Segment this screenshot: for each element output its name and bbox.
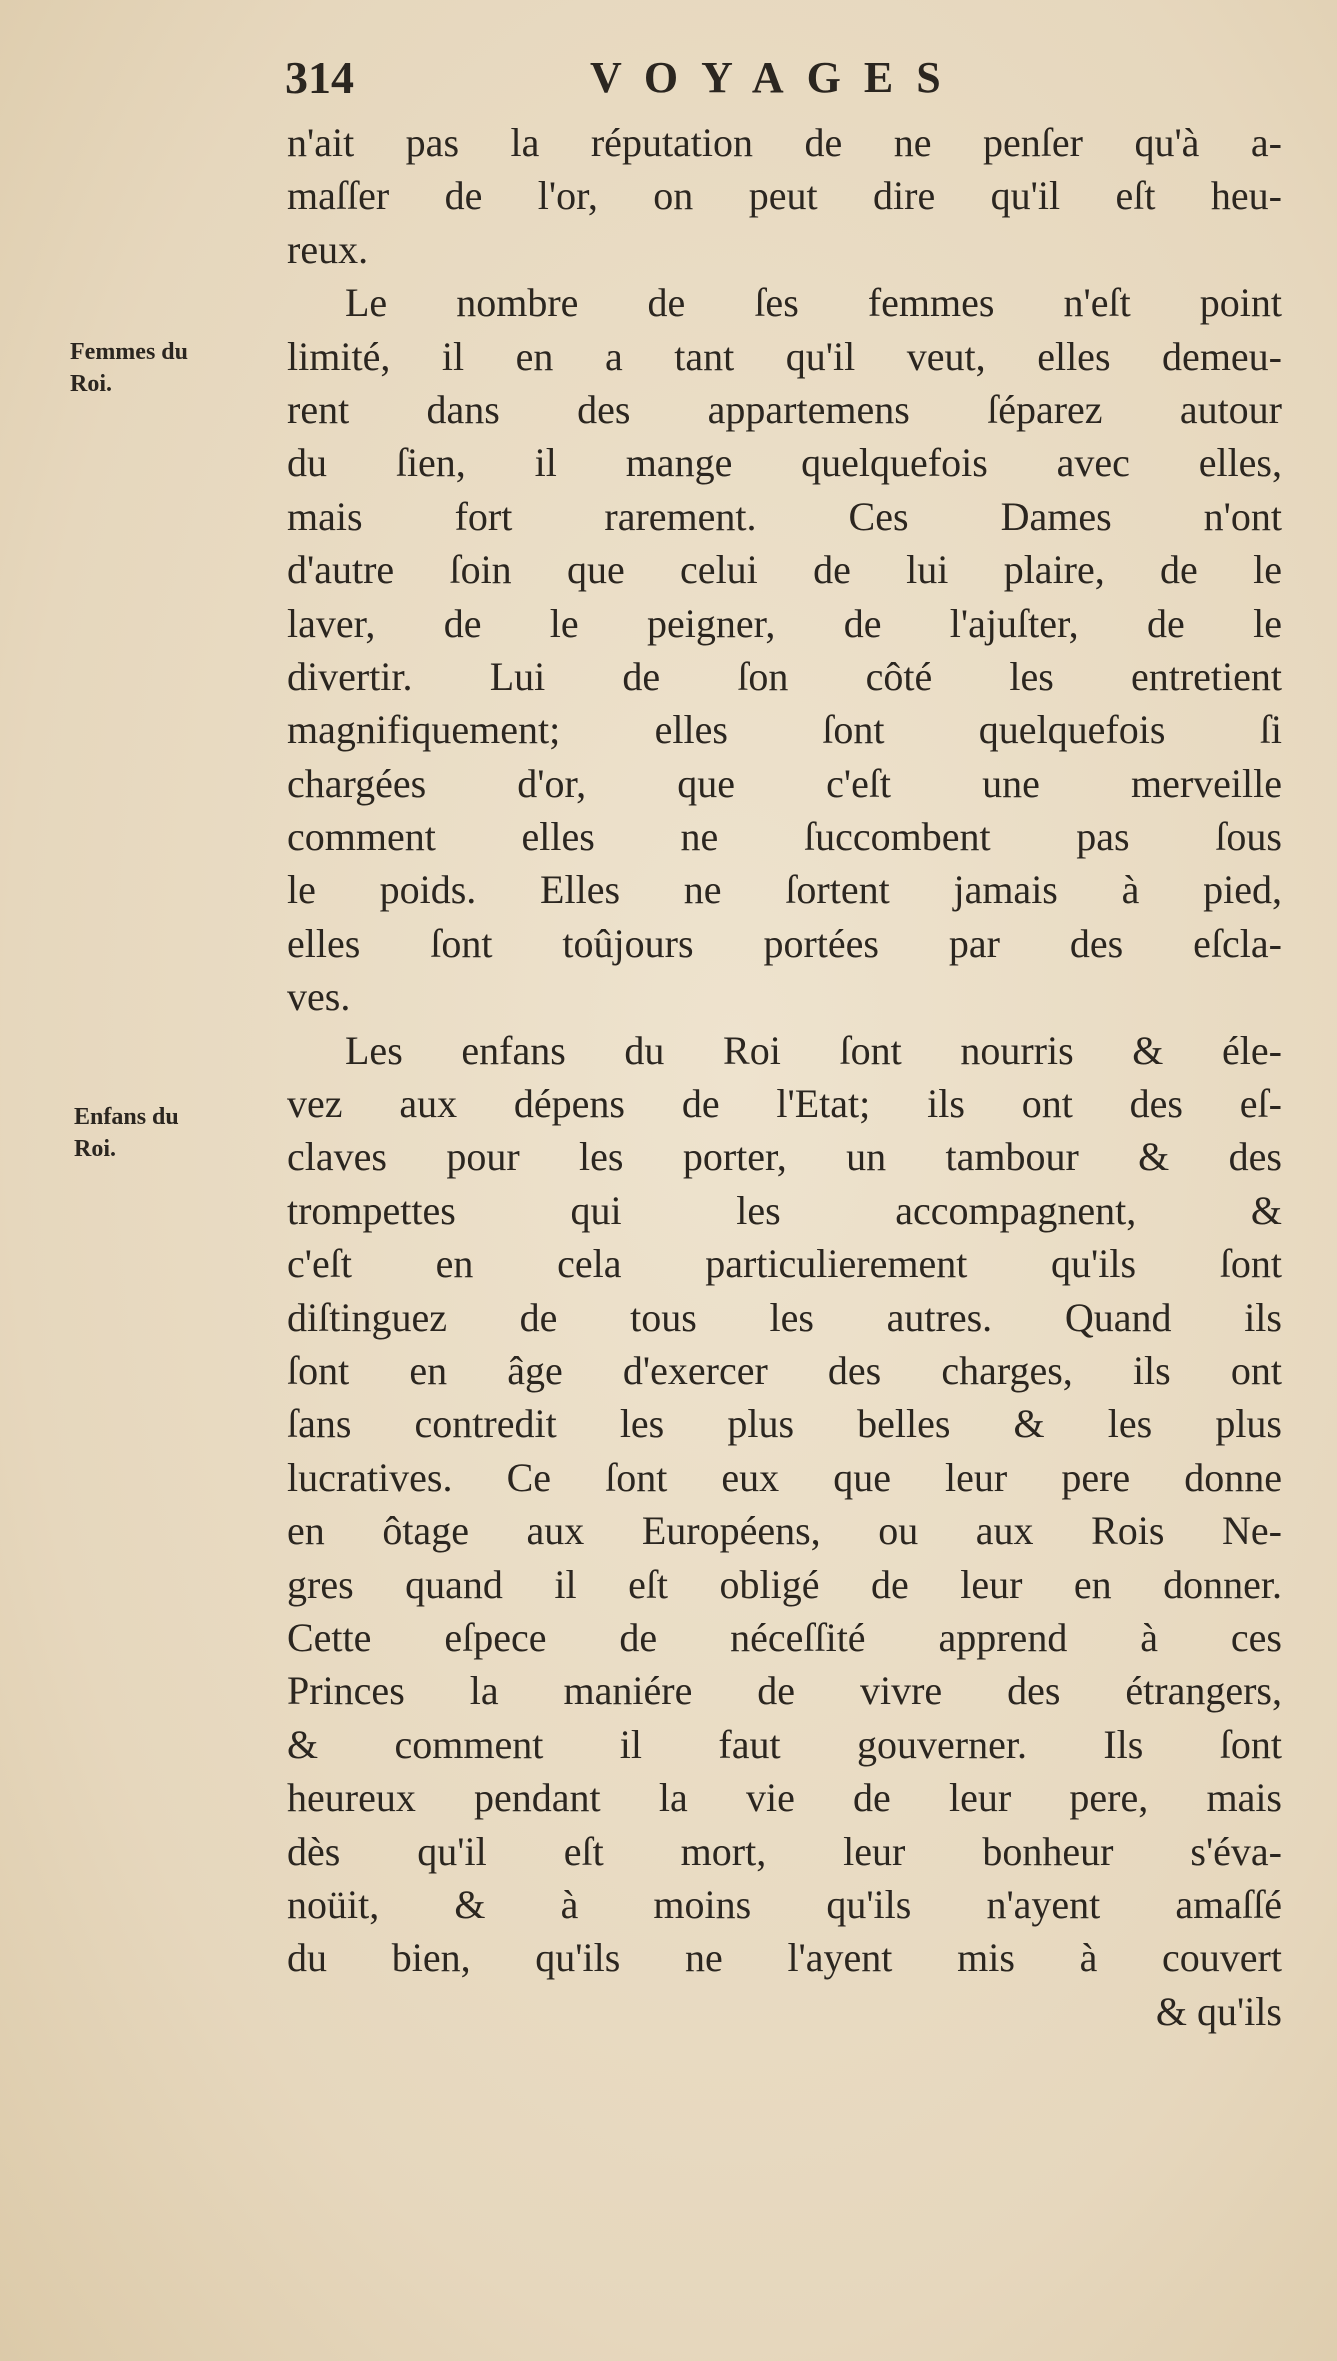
margin-note-line: Roi. bbox=[74, 1136, 116, 1162]
text-line: maſſer de l'or, on peut dire qu'il eſt heu- bbox=[287, 173, 1282, 219]
margin-note-femmes-du-roi bbox=[70, 336, 188, 400]
text-line: diſtinguez de tous les autres. Quand ils bbox=[287, 1294, 1282, 1340]
margin-note-line: Femmes du bbox=[70, 339, 188, 365]
text-line: magnifiquement; elles ſont quelquefois ſi bbox=[287, 707, 1282, 753]
text-line: reux. bbox=[287, 226, 369, 272]
text-line: & comment il faut gouverner. Ils ſont bbox=[287, 1721, 1282, 1767]
text-line: dès qu'il eſt mort, leur bonheur s'éva- bbox=[287, 1828, 1282, 1874]
text-line: limité, il en a tant qu'il veut, elles demeu- bbox=[287, 333, 1282, 379]
text-line: gres quand il eſt obligé de leur en donner. bbox=[287, 1561, 1282, 1607]
running-head: VOYAGES bbox=[590, 53, 964, 102]
text-line: rent dans des appartemens ſéparez autour bbox=[287, 386, 1282, 432]
text-line: ves. bbox=[287, 974, 351, 1020]
margin-note-enfans-du-roi bbox=[74, 1101, 179, 1165]
text-line: d'autre ſoin que celui de lui plaire, de le bbox=[287, 547, 1282, 593]
page-header bbox=[285, 48, 1285, 108]
text-line: comment elles ne ſuccombent pas ſous bbox=[287, 814, 1282, 860]
text-line: en ôtage aux Européens, ou aux Rois Ne- bbox=[287, 1508, 1282, 1554]
catchword: & qu'ils bbox=[1155, 1988, 1282, 2034]
text-line: chargées d'or, que c'eſt une merveille bbox=[287, 760, 1282, 806]
margin-note-line: Enfans du bbox=[74, 1104, 179, 1130]
paragraph-start-line: Les enfans du Roi ſont nourris & éle- bbox=[345, 1027, 1282, 1073]
text-line: ſans contredit les plus belles & les plus bbox=[287, 1401, 1282, 1447]
text-line: claves pour les porter, un tambour & des bbox=[287, 1134, 1282, 1180]
text-line: du ſien, il mange quelquefois avec elles, bbox=[287, 440, 1282, 486]
text-line: heureux pendant la vie de leur pere, mais bbox=[287, 1775, 1282, 1821]
text-line: lucratives. Ce ſont eux que leur pere donne bbox=[287, 1454, 1282, 1500]
paragraph-start-line: Le nombre de ſes femmes n'eſt point bbox=[345, 280, 1282, 326]
text-line: laver, de le peigner, de l'ajuſter, de le bbox=[287, 600, 1282, 646]
body-text bbox=[287, 116, 1282, 2038]
page-number: 314 bbox=[285, 52, 354, 103]
text-line: noüit, & à moins qu'ils n'ayent amaſſé bbox=[287, 1881, 1282, 1927]
text-line: du bien, qu'ils ne l'ayent mis à couvert bbox=[287, 1935, 1282, 1981]
text-line: Princes la maniére de vivre des étrangers, bbox=[287, 1668, 1282, 1714]
text-line: le poids. Elles ne ſortent jamais à pied, bbox=[287, 867, 1282, 913]
text-line: divertir. Lui de ſon côté les entretient bbox=[287, 653, 1282, 699]
text-line: c'eſt en cela particulierement qu'ils ſont bbox=[287, 1241, 1282, 1287]
text-line: n'ait pas la réputation de ne penſer qu'à a- bbox=[287, 120, 1282, 165]
text-line: ſont en âge d'exercer des charges, ils ont bbox=[287, 1347, 1282, 1393]
text-line: trompettes qui les accompagnent, & bbox=[287, 1187, 1282, 1233]
text-line: Cette eſpece de néceſſité apprend à ces bbox=[287, 1614, 1282, 1660]
margin-note-line: Roi. bbox=[70, 371, 112, 397]
text-line: mais fort rarement. Ces Dames n'ont bbox=[287, 493, 1282, 539]
text-line: elles ſont toûjours portées par des eſcla- bbox=[287, 920, 1282, 966]
text-line: vez aux dépens de l'Etat; ils ont des eſ- bbox=[287, 1081, 1282, 1127]
